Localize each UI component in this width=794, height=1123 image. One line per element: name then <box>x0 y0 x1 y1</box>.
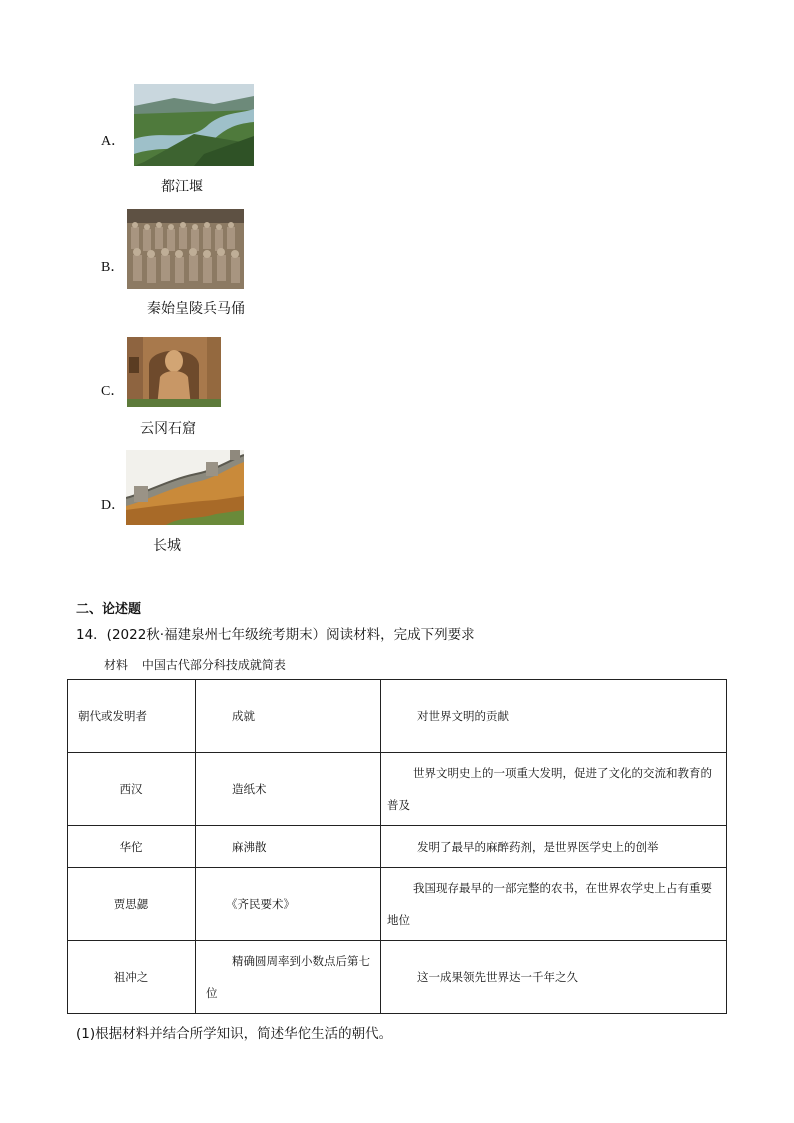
table-row <box>68 753 727 826</box>
option-d-letter: D． <box>101 498 126 513</box>
material-label: 材料 <box>104 658 129 672</box>
option-a-letter: A． <box>101 134 126 149</box>
option-c-caption: 云冈石窟 <box>140 421 196 437</box>
option-b-letter: B． <box>101 260 125 275</box>
table-cell: 造纸术 <box>196 753 381 826</box>
table-row <box>68 826 727 868</box>
dujiangyan-photo <box>134 84 254 166</box>
achievements-table <box>67 679 727 1014</box>
option-c-letter: C． <box>101 384 125 399</box>
great-wall-photo <box>126 450 244 525</box>
table-cell: 西汉 <box>68 753 196 826</box>
table-cell: 这一成果领先世界达一千年之久 <box>381 941 727 1014</box>
sub-question-1: (1)根据材料并结合所学知识，简述华佗生活的朝代。 <box>76 1026 393 1042</box>
material-title: 中国古代部分科技成就简表 <box>141 658 286 672</box>
header-cell: 对世界文明的贡献 <box>381 680 727 753</box>
table-cell: 世界文明史上的一项重大发明，促进了文化的交流和教育的普及 <box>387 766 712 812</box>
table-header-row <box>68 680 727 753</box>
option-a-caption: 都江堰 <box>161 179 203 195</box>
header-cell: 成就 <box>196 680 381 753</box>
header-cell: 朝代或发明者 <box>68 680 196 753</box>
question-14: 14．(2022秋·福建泉州七年级统考期末）阅读材料，完成下列要求 <box>76 627 475 643</box>
terracotta-photo <box>127 209 244 289</box>
section-title: 二、论述题 <box>76 602 142 617</box>
option-b-caption: 秦始皇陵兵马俑 <box>147 301 245 317</box>
table-cell: 精确圆周率到小数点后第七位 <box>206 954 370 1000</box>
table-cell: 我国现存最早的一部完整的农书，在世界农学史上占有重要地位 <box>387 881 712 927</box>
table-cell: 贾思勰 <box>68 868 196 941</box>
table-cell: 华佗 <box>68 826 196 868</box>
table-row <box>68 868 727 941</box>
table-cell: 祖冲之 <box>68 941 196 1014</box>
table-row <box>68 941 727 1014</box>
table-cell: 发明了最早的麻醉药剂，是世界医学史上的创举 <box>381 826 727 868</box>
yungang-photo <box>127 337 221 407</box>
material-heading <box>104 656 296 673</box>
table-cell: 《齐民要术》 <box>196 868 381 941</box>
option-d-caption: 长城 <box>153 538 181 554</box>
table-cell: 麻沸散 <box>196 826 381 868</box>
